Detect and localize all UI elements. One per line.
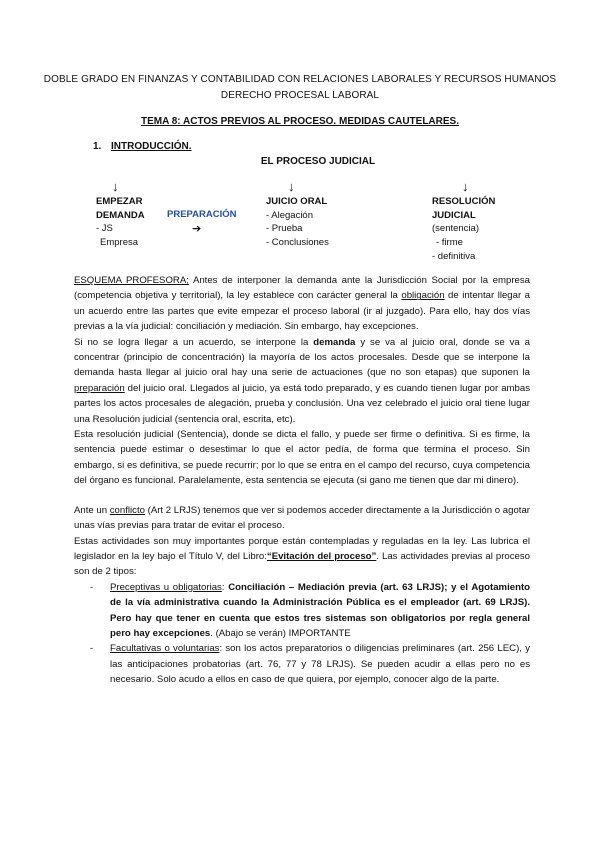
diagram-column-resolution xyxy=(432,195,495,264)
text-span: : son los actos preparatorios o diligencias preliminares (art. 256 LEC), y las anticipaciones probatorias (art. 76, 77 y 78 LRJS). Se pueden acudir a ellas pero no es necesario. Solo acudo a ellos en caso de que quiera, por ejemplo, conocer algo de la parte. xyxy=(110,643,530,686)
judicial-label: JUDICIAL xyxy=(432,209,476,221)
list-item xyxy=(74,580,530,642)
underlined-term: Preceptivas u obligatorias xyxy=(110,581,222,593)
document-body xyxy=(74,273,530,688)
text-span: de intentar llegar a un acuerdo entre las partes que evite empezar el proceso laboral (ir al juzgado). Para ello, hay dos vías previas a la vía judicial: conciliación y mediación. Sin embargo, hay excepciones. xyxy=(74,290,530,333)
resolution-item-sentence: (sentencia) xyxy=(432,223,479,235)
underlined-term: obligación xyxy=(401,290,445,302)
section-number: 1. xyxy=(93,141,102,152)
text-span: y se va al juicio oral, donde se va a concentrar (principio de concentración) la mayoría de los actos procesales. Desde que se interpone la demanda hasta llegar al juicio oral hay una serie de actuaciones (que no son etapas) que suponen la xyxy=(74,336,530,379)
resolution-label: RESOLUCIÓN xyxy=(432,196,496,207)
document-header-line-1: DOBLE GRADO EN FINANZAS Y CONTABILIDAD CON RELACIONES LABORALES Y RECURSOS HUMANOS xyxy=(43,74,557,85)
activity-types-list xyxy=(74,580,530,688)
text-span: (Art 2 LRJS) tenemos que ver si podemos acceder directamente a la Jurisdicción o agotar unas vías previas para tratar de evitar el proceso. xyxy=(74,504,530,532)
text-span: Ante un xyxy=(74,504,110,516)
resolution-item-definitive: - definitiva xyxy=(432,250,476,262)
resolution-item-firm: - firme xyxy=(436,237,463,249)
paragraph: Esta resolución judicial (Sentencia), donde se dicta el fallo, y puede ser firme o definitiva. Si es firme, la sentencia puede estimar o desestimar lo que el actor pedía, de forma que termina el proceso. Sin embargo, si es definitiva, se puede recurrir; por lo que se entra en el campo del recurso, cuya competencia del órgano es funcional. Paralelamente, esta sentencia se ejecuta (si gano me tienen que dar mi dinero). xyxy=(74,429,530,487)
text-span: : xyxy=(221,581,229,593)
section-title: INTRODUCCIÓN. xyxy=(111,141,192,152)
start-item-js: - JS xyxy=(96,223,113,235)
right-arrow-icon: ➔ xyxy=(192,223,202,235)
start-item-company: Empresa xyxy=(100,237,139,249)
bold-term: Conciliación – Mediación previa (art. 63 LRJS); y el Agotamiento de la vía administrativa cuando la Administración Pública es el empleador (art. 69 LRJS). Pero hay que tener en cuenta que estos tres sistemas son obligatorios por regla general pero hay excepciones xyxy=(110,581,530,639)
paragraph xyxy=(74,534,530,580)
topic-title: TEMA 8: ACTOS PREVIOS AL PROCESO. MEDIDAS CAUTELARES. xyxy=(141,116,459,127)
paragraph xyxy=(74,273,530,335)
trial-item-conclusions: - Conclusiones xyxy=(266,237,329,249)
list-dash: - xyxy=(90,643,94,655)
paragraph xyxy=(74,503,530,534)
text-span: del juicio oral. Llegados al juicio, ya está todo preparado, y es cuando tienen lugar por ambas partes los actos procesales de alegación, prueba y conclusión. Una vez celebrado el juicio oral tiene lugar una Resolución judicial (sentencia oral, escrita, etc). xyxy=(74,382,530,425)
diagram-column-trial xyxy=(266,195,329,250)
underlined-bold-term: “Evitación del proceso” xyxy=(266,550,377,562)
trial-item-evidence: - Prueba xyxy=(266,223,303,235)
text-span: Antes de interponer la demanda ante la Jurisdicción Social por la empresa (competencia objetiva y territorial), la ley establece con carácter general la xyxy=(74,275,530,302)
oral-trial-label: JUICIO ORAL xyxy=(266,196,328,207)
text-span: . (Abajo se verán) IMPORTANTE xyxy=(210,627,351,639)
diagram-column-start xyxy=(96,195,145,250)
preparation-label: PREPARACIÓN xyxy=(167,209,237,220)
start-label: EMPEZAR xyxy=(96,196,143,207)
underlined-term: preparación xyxy=(74,382,125,394)
underlined-term: Facultativas o voluntarias xyxy=(110,643,220,655)
text-span: Estas actividades son muy importantes porque están contempladas y reguladas en la ley. Las lubrica el legislador en la ley bajo el Título V, del Libro: xyxy=(74,535,530,562)
list-item xyxy=(74,641,530,687)
trial-item-allegation: - Alegación xyxy=(266,209,314,221)
text-span: . Las actividades previas al proceso son de 2 tipos: xyxy=(74,550,530,578)
down-arrow-icon: ↓ xyxy=(288,179,295,194)
down-arrow-icon: ↓ xyxy=(462,179,469,194)
paragraph xyxy=(74,335,530,427)
list-dash: - xyxy=(90,581,94,593)
document-header-line-2: DERECHO PROCESAL LABORAL xyxy=(220,90,380,101)
demand-label: DEMANDA xyxy=(96,209,145,221)
bold-term: demanda xyxy=(313,336,356,348)
professor-scheme-label: ESQUEMA PROFESORA; xyxy=(74,275,189,286)
down-arrow-icon: ↓ xyxy=(112,179,119,194)
underlined-term: conflicto xyxy=(109,504,145,516)
section-heading xyxy=(93,141,192,152)
diagram-title: EL PROCESO JUDICIAL xyxy=(260,156,376,167)
text-span: Si no se logra llegar a un acuerdo, se interpone la xyxy=(74,336,314,348)
